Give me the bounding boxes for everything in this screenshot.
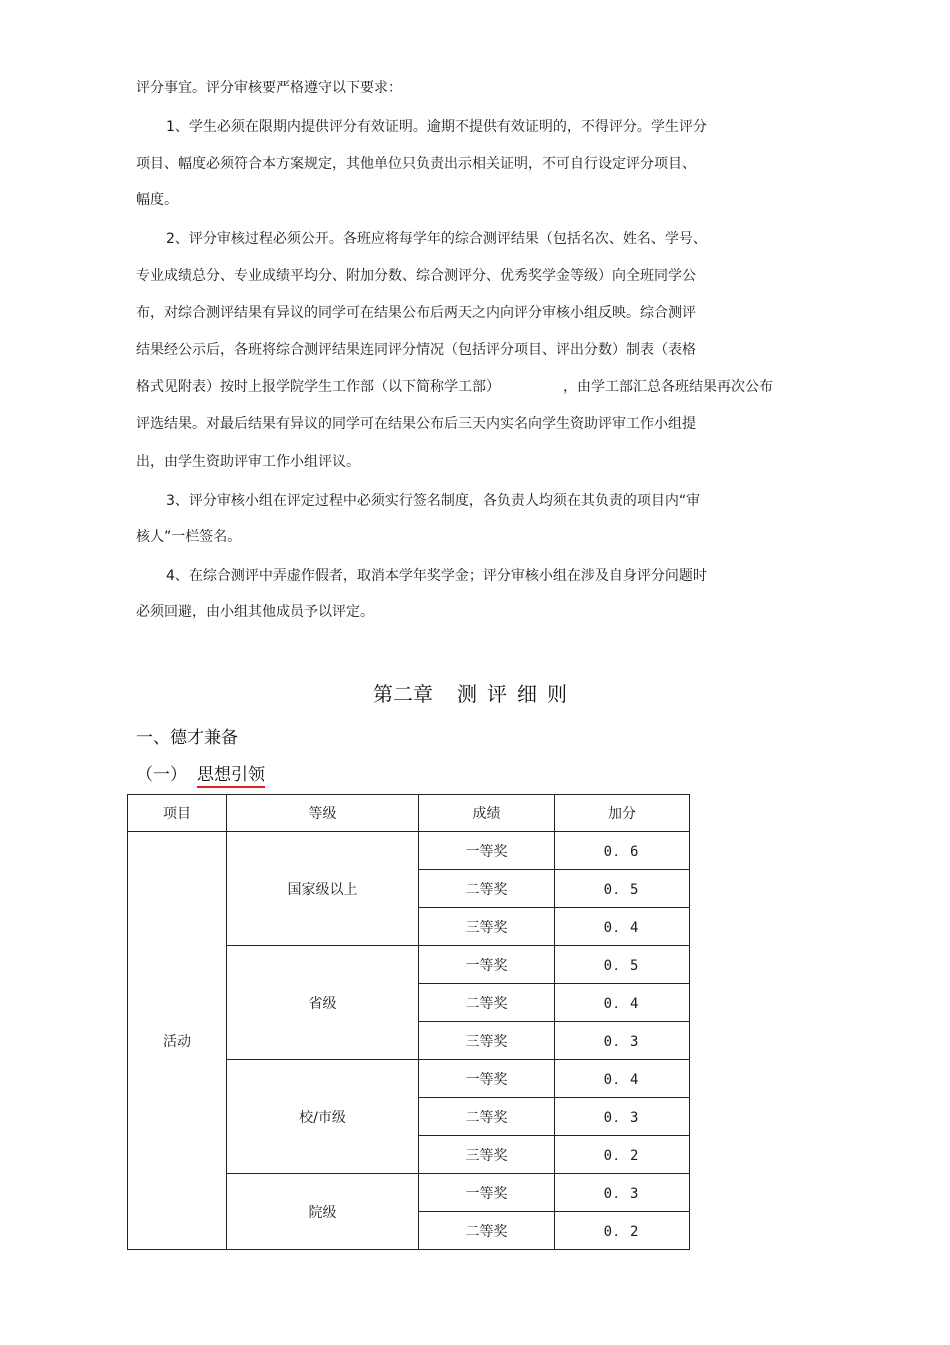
- level-cell: 省级: [227, 946, 419, 1060]
- paragraph-line: ，由学工部汇总各班结果再次公布: [563, 379, 773, 395]
- chapter-number: 第二章: [373, 682, 433, 706]
- grade-cell: 一等奖: [419, 946, 555, 984]
- points-cell: 0．5: [555, 870, 690, 908]
- points-cell: 0．3: [555, 1022, 690, 1060]
- points-cell: 0．4: [555, 984, 690, 1022]
- table-row: [128, 832, 690, 870]
- points-cell: 0．4: [555, 908, 690, 946]
- grade-cell: 三等奖: [419, 908, 555, 946]
- paragraph-line: 2、评分审核过程必须公开。各班应将每学年的综合测评结果（包括名次、姓名、学号、: [166, 231, 707, 247]
- points-cell: 0．6: [555, 832, 690, 870]
- level-cell: 院级: [227, 1174, 419, 1250]
- grade-cell: 二等奖: [419, 984, 555, 1022]
- paragraph-line: 项目、幅度必须符合本方案规定，其他单位只负责出示相关证明，不可自行设定评分项目、: [136, 156, 696, 172]
- level-cell: 校/市级: [227, 1060, 419, 1174]
- points-cell: 0．3: [555, 1098, 690, 1136]
- score-table: [127, 794, 690, 1250]
- header-cell: 等级: [227, 795, 419, 832]
- paragraph-line: 评选结果。对最后结果有异议的同学可在结果公布后三天内实名向学生资助评审工作小组提: [136, 416, 696, 432]
- header-cell: 项目: [128, 795, 227, 832]
- paragraph-line: 专业成绩总分、专业成绩平均分、附加分数、综合测评分、优秀奖学金等级）向全班同学公: [136, 268, 696, 284]
- subsection-heading: [136, 763, 265, 787]
- paragraph-line: 评分事宜。评分审核要严格遵守以下要求：: [136, 80, 402, 96]
- points-cell: 0．2: [555, 1136, 690, 1174]
- grade-cell: 一等奖: [419, 832, 555, 870]
- grade-cell: 二等奖: [419, 1098, 555, 1136]
- points-cell: 0．4: [555, 1060, 690, 1098]
- grade-cell: 三等奖: [419, 1136, 555, 1174]
- section-heading: 一、德才兼备: [136, 728, 238, 748]
- grade-cell: 一等奖: [419, 1060, 555, 1098]
- paragraph-line: 必须回避，由小组其他成员予以评定。: [136, 604, 374, 620]
- table-header-row: [128, 795, 690, 832]
- category-cell: 活动: [128, 832, 227, 1250]
- points-cell: 0．2: [555, 1212, 690, 1250]
- grade-cell: 一等奖: [419, 1174, 555, 1212]
- paragraph-line: 格式见附表）按时上报学院学生工作部（以下简称学工部）: [136, 379, 500, 395]
- header-cell: 加分: [555, 795, 690, 832]
- grade-cell: 三等奖: [419, 1022, 555, 1060]
- paragraph-line: 核人”一栏签名。: [136, 529, 242, 545]
- subsection-number: （一）: [136, 765, 187, 785]
- paragraph-line: 1、学生必须在限期内提供评分有效证明。逾期不提供有效证明的，不得评分。学生评分: [166, 119, 707, 135]
- level-cell: 国家级以上: [227, 832, 419, 946]
- chapter-heading: [0, 680, 950, 708]
- subsection-title: 思想引领: [197, 765, 265, 788]
- paragraph-line: 3、评分审核小组在评定过程中必须实行签名制度，各负责人均须在其负责的项目内“审: [166, 493, 701, 509]
- header-cell: 成绩: [419, 795, 555, 832]
- points-cell: 0．5: [555, 946, 690, 984]
- points-cell: 0．3: [555, 1174, 690, 1212]
- paragraph-line: 幅度。: [136, 192, 178, 208]
- paragraph-line: 4、在综合测评中弄虚作假者，取消本学年奖学金；评分审核小组在涉及自身评分问题时: [166, 568, 707, 584]
- grade-cell: 二等奖: [419, 1212, 555, 1250]
- paragraph-line: 布，对综合测评结果有异议的同学可在结果公布后两天之内向评分审核小组反映。综合测评: [136, 305, 696, 321]
- chapter-title: 测评细则: [457, 682, 577, 706]
- paragraph-line: 结果经公示后，各班将综合测评结果连同评分情况（包括评分项目、评出分数）制表（表格: [136, 342, 696, 358]
- paragraph-line: 出，由学生资助评审工作小组评议。: [136, 454, 360, 470]
- grade-cell: 二等奖: [419, 870, 555, 908]
